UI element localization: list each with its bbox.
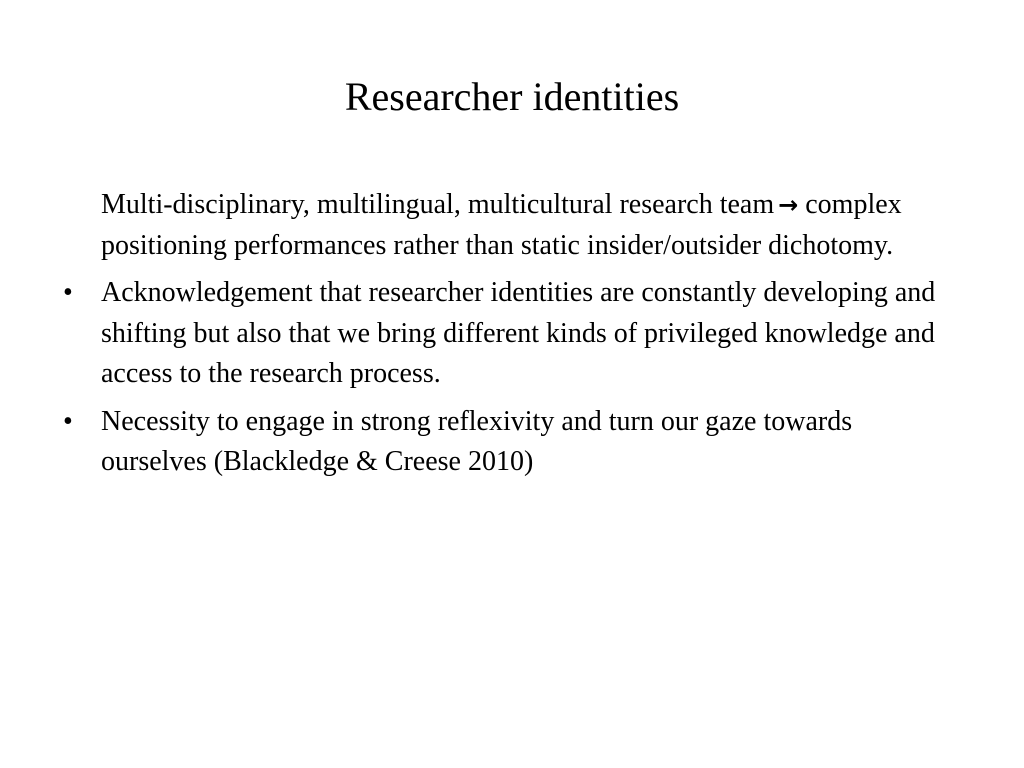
right-arrow-icon: → (778, 191, 799, 219)
list-item (60, 402, 960, 483)
bullet-marker: • (63, 277, 73, 308)
list-item-text: Necessity to engage in strong reflexivity and turn our gaze towards ourselves (Blackledge & Creese 2010) (101, 405, 853, 477)
list-item-text: Multi-disciplinary, multilingual, multicultural research team (101, 189, 775, 220)
list-item-text: Acknowledgement that researcher identities are constantly developing and shifting but also that we bring different kinds of privileged knowledge and access to the research process. (101, 277, 936, 389)
bullet-marker: • (63, 405, 73, 437)
bullet-list (60, 185, 960, 490)
list-item-continuation: complex positioning performances rather than static insider/outsider dichotomy. (101, 189, 902, 261)
list-item (60, 185, 960, 266)
slide-title: Researcher identities (344, 74, 680, 119)
list-item (60, 273, 960, 395)
